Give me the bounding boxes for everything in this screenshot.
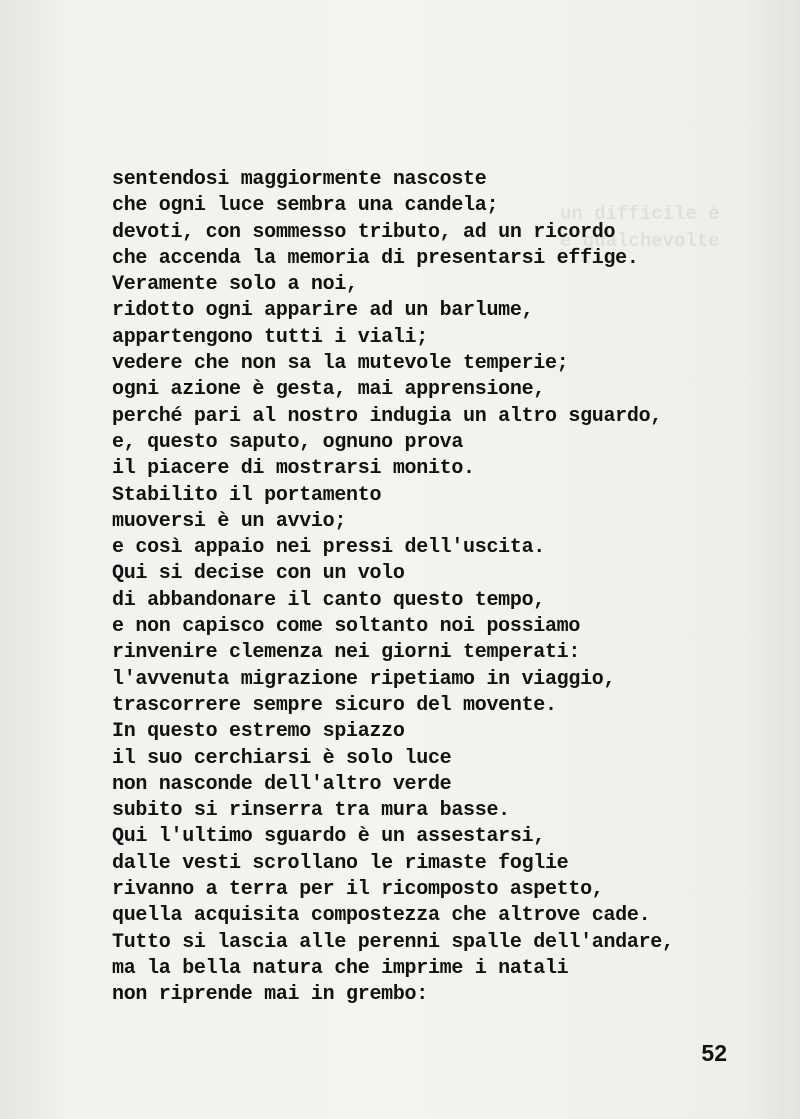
show-through-text: un difficile è e qualchevolte — [560, 203, 720, 252]
poem-line: Veramente solo a noi, — [112, 273, 358, 297]
poem-line: di abbandonare il canto questo tempo, — [112, 588, 545, 612]
page-number: 52 — [701, 1040, 727, 1066]
poem-line: e non capisco come soltanto noi possiamo — [112, 615, 581, 639]
poem-line: ma la bella natura che imprime i natali — [112, 956, 569, 980]
poem-line: che ogni luce sembra una candela; — [112, 194, 499, 218]
poem-line: Qui si decise con un volo — [112, 562, 405, 586]
poem-line: Stabilito il portamento — [112, 483, 382, 507]
poem-line: sentendosi maggiormente nascoste — [112, 168, 487, 191]
poem-line: il suo cerchiarsi è solo luce — [112, 746, 452, 770]
poem-line: Qui l'ultimo sguardo è un assestarsi, — [112, 825, 545, 849]
poem-line: muoversi è un avvio; — [112, 509, 347, 533]
poem-line: perché pari al nostro indugia un altro sguardo, — [112, 404, 662, 428]
poem-line: appartengono tutti i viali; — [112, 325, 428, 349]
poem-line: rinvenire clemenza nei giorni temperati: — [112, 641, 581, 665]
poem-line: ogni azione è gesta, mai apprensione, — [112, 378, 545, 402]
poem-line: In questo estremo spiazzo — [112, 720, 405, 744]
poem-text — [112, 167, 674, 1009]
poem-line: il piacere di mostrarsi monito. — [112, 457, 475, 481]
poem-line: che accenda la memoria di presentarsi effige. — [112, 246, 639, 270]
poem-line: dalle vesti scrollano le rimaste foglie — [112, 851, 569, 875]
poem-line: Tutto si lascia alle perenni spalle dell'andare, — [112, 930, 674, 954]
poem-line: rivanno a terra per il ricomposto aspetto, — [112, 878, 604, 902]
poem-line: ridotto ogni apparire ad un barlume, — [112, 299, 534, 323]
poem-line: e, questo saputo, ognuno prova — [112, 430, 464, 454]
poem-line: quella acquisita compostezza che altrove cade. — [112, 904, 651, 928]
poem-line: devoti, con sommesso tributo, ad un ricordo — [112, 220, 616, 244]
poem-line: e così appaio nei pressi dell'uscita. — [112, 536, 545, 560]
poem-line: subito si rinserra tra mura basse. — [112, 799, 510, 823]
poem-line: non nasconde dell'altro verde — [112, 772, 452, 796]
poem-line: non riprende mai in grembo: — [112, 983, 428, 1007]
poem-line: l'avvenuta migrazione ripetiamo in viaggio, — [112, 667, 616, 691]
poem-line: vedere che non sa la mutevole temperie; — [112, 352, 569, 376]
poem-line: trascorrere sempre sicuro del movente. — [112, 693, 557, 717]
